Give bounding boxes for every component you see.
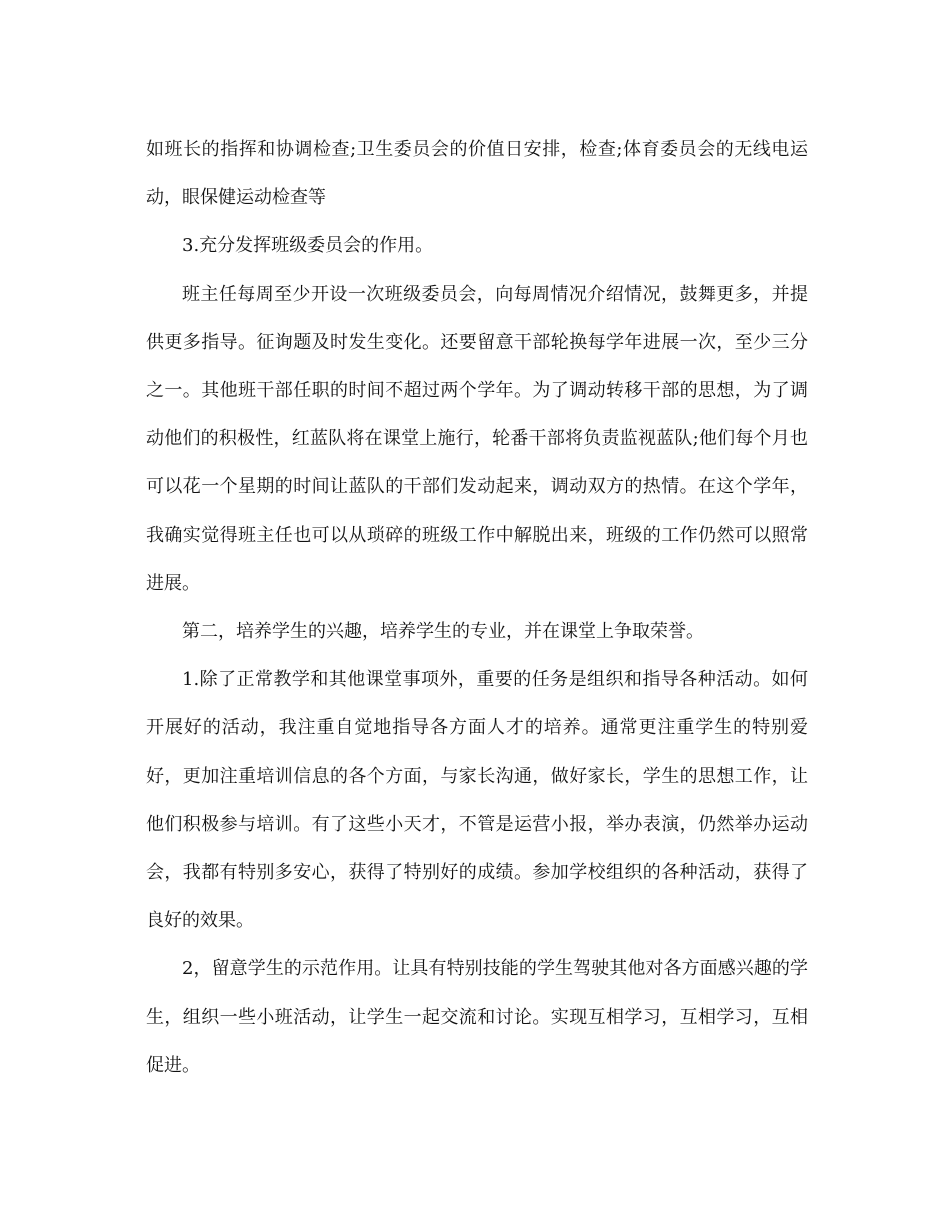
paragraph-continued: 如班长的指挥和协调检查;卫生委员会的价值日安排，检查;体育委员会的无线电运动，眼保健运动检查等 (146, 139, 808, 209)
paragraph-class-committee: 班主任每周至少开设一次班级委员会，向每周情况介绍情况，鼓舞更多，并提供更多指导。征询题及时发生变化。还要留意干部轮换每学年进展一次，至少三分之一。其他班干部任职的时间不超过两个学年。为了调动转移干部的思想，为了调动他们的积极性，红蓝队将在课堂上施行，轮番干部将负责监视蓝队;他们每个月也可以花一个星期的时间让蓝队的干部们发动起来，调动双方的热情。在这个学年，我确实觉得班主任也可以从琐碎的班级工作中解脱出来，班级的工作仍然可以照常进展。 (146, 283, 808, 594)
document-body (146, 126, 808, 1090)
paragraph-section-two: 第二，培养学生的兴趣，培养学生的专业，并在课堂上争取荣誉。 (182, 621, 704, 643)
paragraph-item-2: 2，留意学生的示范作用。让具有特别技能的学生驾驶其他对各方面感兴趣的学生，组织一些小班活动，让学生一起交流和讨论。实现互相学习，互相学习，互相促进。 (146, 958, 808, 1076)
paragraph-item-1: 1.除了正常教学和其他课堂事项外，重要的任务是组织和指导各种活动。如何开展好的活动，我注重自觉地指导各方面人才的培养。通常更注重学生的特别爱好，更加注重培训信息的各个方面，与家长沟通，做好家长，学生的思想工作，让他们积极参与培训。有了这些小天才，不管是运营小报，举办表演，仍然举办运动会，我都有特别多安心，获得了特别好的成绩。参加学校组织的各种活动，获得了良好的效果。 (146, 669, 808, 932)
paragraph-heading-3: 3.充分发挥班级委员会的作用。 (182, 235, 434, 257)
